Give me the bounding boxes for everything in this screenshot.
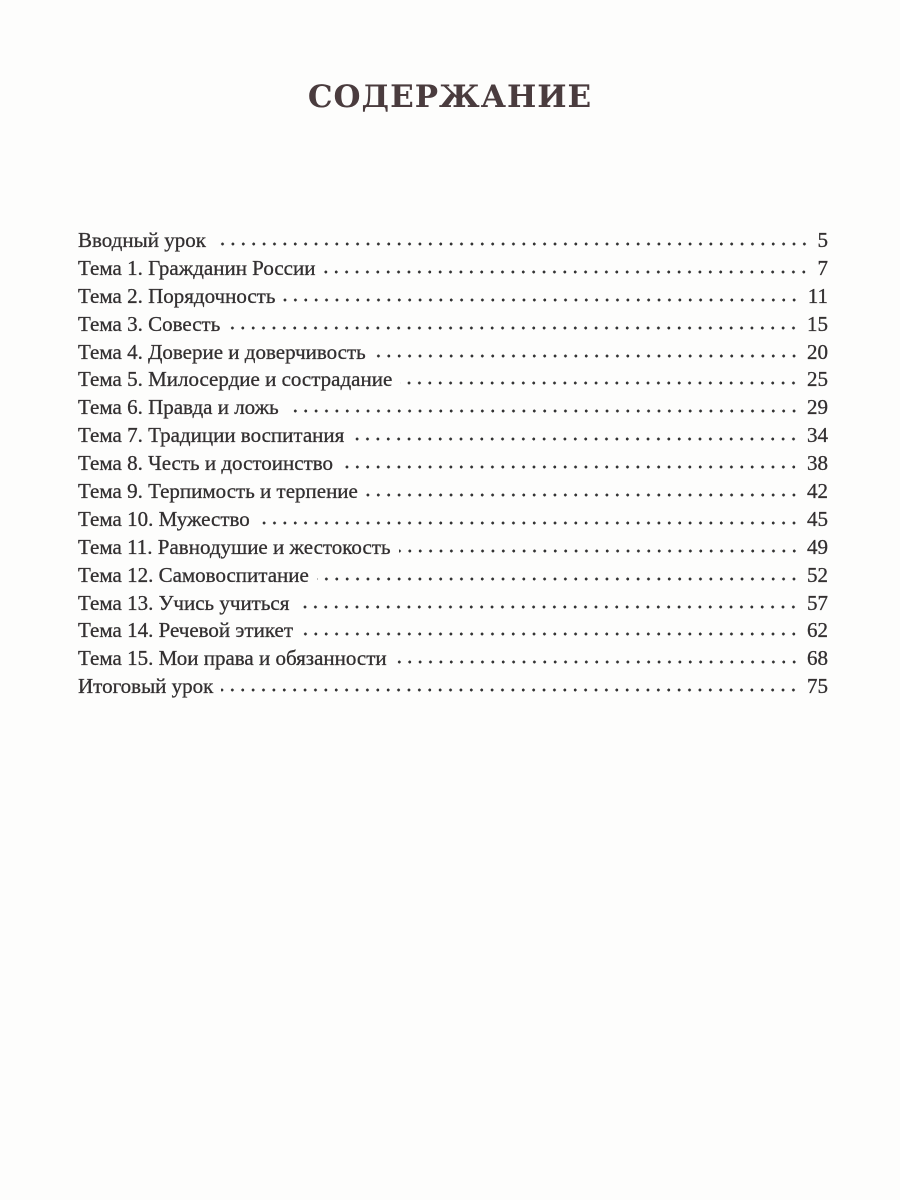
dot-leader (287, 408, 799, 414)
toc-entry-page: 75 (807, 674, 828, 699)
toc-entry (78, 450, 828, 478)
toc-entry (78, 478, 828, 506)
toc-entry-title: Итоговый урок (78, 674, 214, 699)
toc-entry-page: 7 (817, 255, 828, 280)
toc-entry-title: Тема 10. Мужество (78, 506, 250, 531)
toc-entry-page: 15 (807, 311, 828, 336)
dot-leader (214, 241, 810, 247)
toc-entry-page: 49 (807, 534, 828, 559)
toc-entry (78, 255, 828, 283)
dot-leader (399, 548, 799, 554)
toc-entry-page: 38 (807, 451, 828, 476)
dot-leader (221, 687, 799, 693)
toc-entry-page: 42 (807, 479, 828, 504)
dot-leader (366, 492, 799, 498)
toc-entry (78, 506, 828, 534)
dot-leader (317, 576, 799, 582)
dot-leader (283, 297, 799, 303)
toc-entry (78, 422, 828, 450)
toc-entry-title: Тема 4. Доверие и доверчивость (78, 339, 366, 364)
toc-entry-title: Тема 12. Самовоспитание (78, 562, 309, 587)
toc-entry-title: Тема 14. Речевой этикет (78, 618, 294, 643)
toc-entry (78, 617, 828, 645)
toc-entry (78, 366, 828, 394)
toc-entry-title: Тема 5. Милосердие и сострадание (78, 367, 393, 392)
toc-entry-page: 68 (807, 646, 828, 671)
toc-entry-title: Тема 9. Терпимость и терпение (78, 479, 358, 504)
dot-leader (323, 269, 809, 275)
dot-leader (374, 353, 799, 359)
toc-entry-title: Тема 3. Совесть (78, 311, 221, 336)
toc-entry-page: 20 (807, 339, 828, 364)
toc-entry (78, 339, 828, 367)
dot-leader (297, 604, 799, 610)
toc-entry (78, 645, 828, 673)
toc-entry (78, 227, 828, 255)
toc-entry (78, 534, 828, 562)
toc-entry-page: 62 (807, 618, 828, 643)
toc-entry-title: Тема 8. Честь и достоинство (78, 451, 334, 476)
toc-entry-page: 57 (807, 590, 828, 615)
toc-entry-page: 25 (807, 367, 828, 392)
dot-leader (352, 436, 799, 442)
toc-entry (78, 394, 828, 422)
toc-entry-title: Тема 2. Порядочность (78, 283, 276, 308)
toc-entry-page: 29 (807, 395, 828, 420)
toc-entry (78, 590, 828, 618)
toc-entry-title: Тема 1. Гражданин России (78, 255, 316, 280)
dot-leader (258, 520, 799, 526)
toc-entry-title: Вводный урок (78, 228, 206, 252)
toc-entry-page: 5 (817, 228, 828, 252)
dot-leader (341, 464, 799, 470)
toc-entry-page: 11 (807, 283, 828, 308)
toc-entry (78, 673, 828, 701)
toc-entry-title: Тема 6. Правда и ложь (78, 395, 279, 420)
toc-entry-title: Тема 7. Традиции воспитания (78, 423, 345, 448)
dot-leader (301, 631, 799, 637)
toc-entry (78, 562, 828, 590)
dot-leader (228, 325, 799, 331)
toc-entry-page: 52 (807, 562, 828, 587)
dot-leader (395, 659, 799, 665)
toc-entry (78, 311, 828, 339)
toc-entry-title: Тема 13. Учись учиться (78, 590, 290, 615)
toc-entry-title: Тема 11. Равнодушие и жестокость (78, 534, 391, 559)
toc-entry-title: Тема 15. Мои права и обязанности (78, 646, 387, 671)
page-title: СОДЕРЖАНИЕ (307, 78, 593, 115)
dot-leader (400, 380, 799, 386)
table-of-contents (78, 227, 828, 701)
toc-entry-page: 34 (807, 423, 828, 448)
toc-entry-page: 45 (807, 506, 828, 531)
toc-entry (78, 283, 828, 311)
